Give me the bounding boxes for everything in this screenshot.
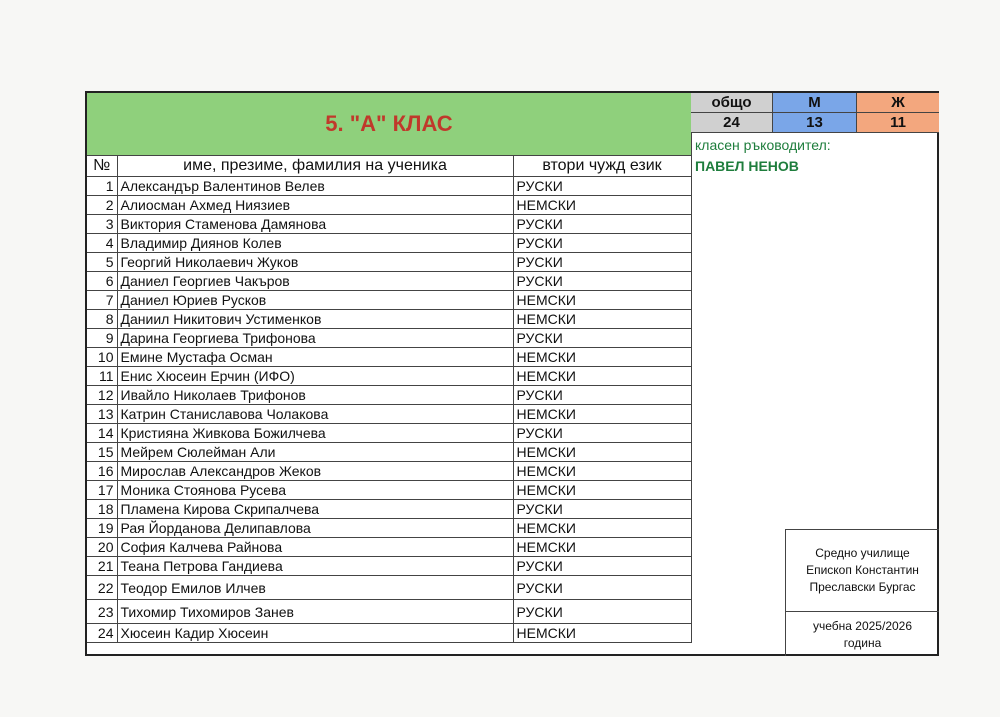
second-language: РУСКИ — [513, 329, 691, 348]
second-language: РУСКИ — [513, 424, 691, 443]
second-language: НЕМСКИ — [513, 538, 691, 557]
student-name: Георгий Николаевич Жуков — [117, 253, 513, 272]
student-name: Виктория Стаменова Дамянова — [117, 215, 513, 234]
school-year — [786, 612, 939, 657]
second-language: НЕМСКИ — [513, 291, 691, 310]
table-row — [87, 329, 691, 348]
row-number: 8 — [87, 310, 117, 329]
second-language: РУСКИ — [513, 234, 691, 253]
female-label: Ж — [857, 93, 939, 113]
second-language: НЕМСКИ — [513, 348, 691, 367]
stats-block — [691, 93, 939, 134]
student-name: София Калчева Райнова — [117, 538, 513, 557]
second-language: НЕМСКИ — [513, 443, 691, 462]
table-row — [87, 481, 691, 500]
row-number: 1 — [87, 177, 117, 196]
row-number: 12 — [87, 386, 117, 405]
row-number: 15 — [87, 443, 117, 462]
row-number: 17 — [87, 481, 117, 500]
second-language: РУСКИ — [513, 272, 691, 291]
second-language: РУСКИ — [513, 576, 691, 600]
student-name: Теодор Емилов Илчев — [117, 576, 513, 600]
table-row — [87, 538, 691, 557]
second-language: РУСКИ — [513, 386, 691, 405]
student-name: Теана Петрова Гандиева — [117, 557, 513, 576]
student-name: Даниел Юриев Русков — [117, 291, 513, 310]
student-name: Пламена Кирова Скрипалчева — [117, 500, 513, 519]
row-number: 11 — [87, 367, 117, 386]
table-row — [87, 196, 691, 215]
row-number: 9 — [87, 329, 117, 348]
table-row — [87, 177, 691, 196]
school-year-line-1: учебна 2025/2026 — [812, 618, 913, 633]
second-language: НЕМСКИ — [513, 462, 691, 481]
total-label: общо — [691, 93, 773, 113]
student-name: Александър Валентинов Велев — [117, 177, 513, 196]
row-number: 2 — [87, 196, 117, 215]
second-language: РУСКИ — [513, 600, 691, 624]
school-name-line-2: Епископ Константин — [806, 563, 919, 577]
row-number: 18 — [87, 500, 117, 519]
second-language: РУСКИ — [513, 557, 691, 576]
row-number: 21 — [87, 557, 117, 576]
second-language: РУСКИ — [513, 215, 691, 234]
student-table — [87, 155, 692, 643]
student-name: Кристияна Живкова Божилчева — [117, 424, 513, 443]
teacher-label: класен ръководител: — [695, 137, 831, 153]
student-name: Даниел Георгиев Чакъров — [117, 272, 513, 291]
table-row — [87, 386, 691, 405]
table-row — [87, 367, 691, 386]
male-count: 13 — [773, 113, 857, 133]
student-name: Катрин Станиславова Чолакова — [117, 405, 513, 424]
school-year-line-2: година — [843, 635, 882, 650]
table-row — [87, 291, 691, 310]
second-language: НЕМСКИ — [513, 405, 691, 424]
row-number: 22 — [87, 576, 117, 600]
table-row — [87, 600, 691, 624]
table-row — [87, 624, 691, 643]
row-number: 4 — [87, 234, 117, 253]
table-row — [87, 424, 691, 443]
table-row — [87, 348, 691, 367]
student-name: Хюсеин Кадир Хюсеин — [117, 624, 513, 643]
student-name: Владимир Диянов Колев — [117, 234, 513, 253]
header-name: име, презиме, фамилия на ученика — [117, 155, 513, 177]
student-name: Алиосман Ахмед Ниязиев — [117, 196, 513, 215]
second-language: РУСКИ — [513, 253, 691, 272]
male-label: М — [773, 93, 857, 113]
table-row — [87, 215, 691, 234]
second-language: РУСКИ — [513, 500, 691, 519]
header-number: № — [87, 155, 117, 177]
student-name: Рая Йорданова Делипавлова — [117, 519, 513, 538]
row-number: 7 — [87, 291, 117, 310]
table-row — [87, 576, 691, 600]
student-name: Даниил Никитович Устименков — [117, 310, 513, 329]
student-name: Дарина Георгиева Трифонова — [117, 329, 513, 348]
row-number: 19 — [87, 519, 117, 538]
class-roster-sheet — [85, 91, 939, 656]
table-row — [87, 405, 691, 424]
school-name-line-3: Преславски Бургас — [809, 580, 916, 594]
row-number: 23 — [87, 600, 117, 624]
total-count: 24 — [691, 113, 773, 133]
second-language: РУСКИ — [513, 177, 691, 196]
student-name: Ивайло Николаев Трифонов — [117, 386, 513, 405]
student-name: Енис Хюсеин Ерчин (ИФО) — [117, 367, 513, 386]
school-name — [786, 530, 939, 612]
table-row — [87, 557, 691, 576]
table-row — [87, 310, 691, 329]
teacher-name: ПАВЕЛ НЕНОВ — [695, 158, 799, 174]
row-number: 20 — [87, 538, 117, 557]
row-number: 5 — [87, 253, 117, 272]
table-row — [87, 462, 691, 481]
table-row — [87, 500, 691, 519]
second-language: НЕМСКИ — [513, 367, 691, 386]
student-name: Тихомир Тихомиров Занев — [117, 600, 513, 624]
row-number: 13 — [87, 405, 117, 424]
second-language: НЕМСКИ — [513, 481, 691, 500]
student-name: Емине Мустафа Осман — [117, 348, 513, 367]
table-row — [87, 443, 691, 462]
table-row — [87, 253, 691, 272]
female-count: 11 — [857, 113, 939, 133]
header-language: втори чужд език — [513, 155, 691, 177]
second-language: НЕМСКИ — [513, 196, 691, 215]
table-row — [87, 272, 691, 291]
student-name: Моника Стоянова Русева — [117, 481, 513, 500]
second-language: НЕМСКИ — [513, 519, 691, 538]
second-language: НЕМСКИ — [513, 310, 691, 329]
second-language: НЕМСКИ — [513, 624, 691, 643]
row-number: 24 — [87, 624, 117, 643]
student-name: Мейрем Сюлейман Али — [117, 443, 513, 462]
school-name-line-1: Средно училище — [815, 546, 910, 560]
row-number: 3 — [87, 215, 117, 234]
table-row — [87, 234, 691, 253]
row-number: 14 — [87, 424, 117, 443]
table-row — [87, 519, 691, 538]
row-number: 6 — [87, 272, 117, 291]
row-number: 16 — [87, 462, 117, 481]
row-number: 10 — [87, 348, 117, 367]
school-info-box — [785, 529, 939, 656]
student-name: Мирослав Александров Жеков — [117, 462, 513, 481]
table-header-row — [87, 155, 691, 177]
class-title: 5. "А" КЛАС — [87, 93, 692, 156]
